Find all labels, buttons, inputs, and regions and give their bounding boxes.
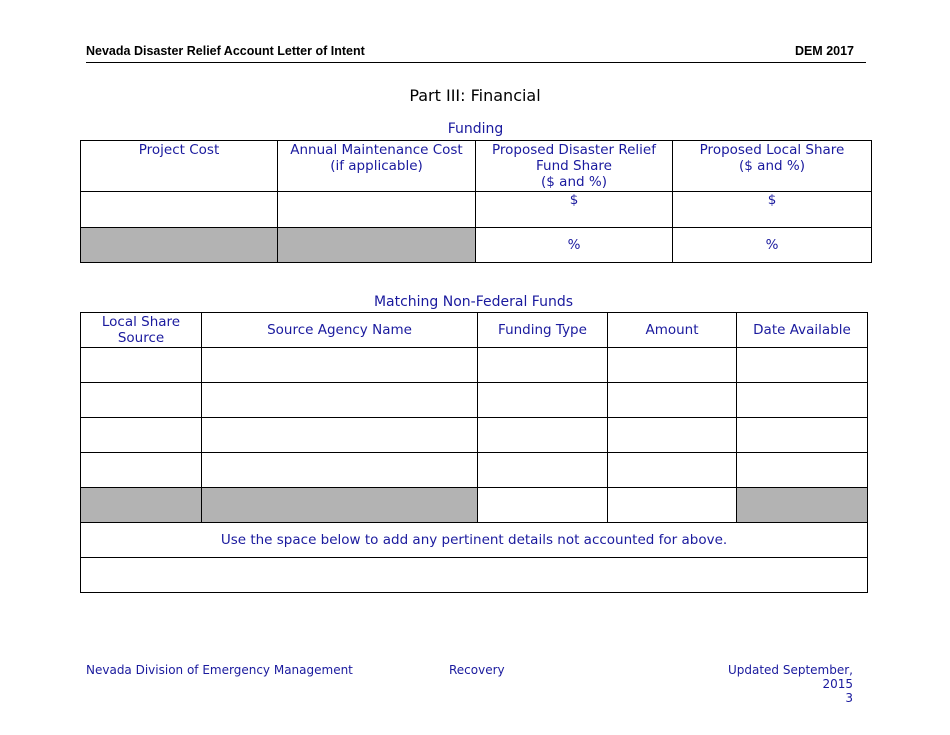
table-row [81,348,868,383]
shaded-cell [81,228,278,263]
footer-section: Recovery [449,663,505,677]
totals-row [81,488,868,523]
funding-percent-row [81,228,872,263]
document-header [86,44,866,63]
header-project-cost: Project Cost [81,141,278,192]
maintenance-cost-field[interactable] [278,192,476,228]
local-share-source-field[interactable] [81,383,202,418]
footer-updated-date: Updated September, 2015 [727,663,853,691]
header-title: Nevada Disaster Relief Account Letter of Intent [86,44,365,58]
funding-header-row [81,141,872,192]
matching-funds-table [80,312,868,593]
funding-type-field[interactable] [478,383,608,418]
funding-type-total-field[interactable] [478,488,608,523]
header-source-agency-name: Source Agency Name [202,313,478,348]
amount-field[interactable] [608,418,737,453]
funding-caption: Funding [447,121,504,137]
relief-share-dollar-field[interactable]: $ [476,192,673,228]
table-row [81,418,868,453]
date-available-field[interactable] [737,418,868,453]
header-funding-type: Funding Type [478,313,608,348]
source-agency-field[interactable] [202,418,478,453]
header-form-code: DEM 2017 [794,44,854,58]
additional-details-note: Use the space below to add any pertinent details not accounted for above. [81,523,868,558]
funding-table [80,140,872,263]
table-row [81,453,868,488]
relief-share-percent-field[interactable]: % [476,228,673,263]
amount-field[interactable] [608,453,737,488]
source-agency-field[interactable] [202,348,478,383]
footer-updated [700,663,853,705]
shaded-cell [81,488,202,523]
shaded-cell [737,488,868,523]
note-row [81,523,868,558]
amount-total-field[interactable] [608,488,737,523]
shaded-cell [202,488,478,523]
page-number: 3 [845,691,853,705]
funding-type-field[interactable] [478,418,608,453]
header-amount: Amount [608,313,737,348]
header-proposed-relief-share: Proposed Disaster Relief Fund Share ($ and %) [476,141,673,192]
project-cost-field[interactable] [81,192,278,228]
local-share-source-field[interactable] [81,453,202,488]
header-date-available: Date Available [737,313,868,348]
header-proposed-local-share: Proposed Local Share ($ and %) [673,141,872,192]
matching-header-row [81,313,868,348]
amount-field[interactable] [608,348,737,383]
local-share-dollar-field[interactable]: $ [673,192,872,228]
local-share-percent-field[interactable]: % [673,228,872,263]
funding-type-field[interactable] [478,453,608,488]
source-agency-field[interactable] [202,453,478,488]
table-row [81,383,868,418]
date-available-field[interactable] [737,453,868,488]
funding-type-field[interactable] [478,348,608,383]
shaded-cell [278,228,476,263]
date-available-field[interactable] [737,348,868,383]
footer-organization: Nevada Division of Emergency Management [86,663,353,677]
header-local-share-source: Local Share Source [81,313,202,348]
funding-dollar-row [81,192,872,228]
source-agency-field[interactable] [202,383,478,418]
header-annual-maintenance-cost: Annual Maintenance Cost (if applicable) [278,141,476,192]
matching-funds-caption: Matching Non-Federal Funds [373,294,574,310]
local-share-source-field[interactable] [81,418,202,453]
additional-details-field[interactable] [81,558,868,593]
part-title: Part III: Financial [409,86,541,105]
details-row [81,558,868,593]
amount-field[interactable] [608,383,737,418]
local-share-source-field[interactable] [81,348,202,383]
date-available-field[interactable] [737,383,868,418]
